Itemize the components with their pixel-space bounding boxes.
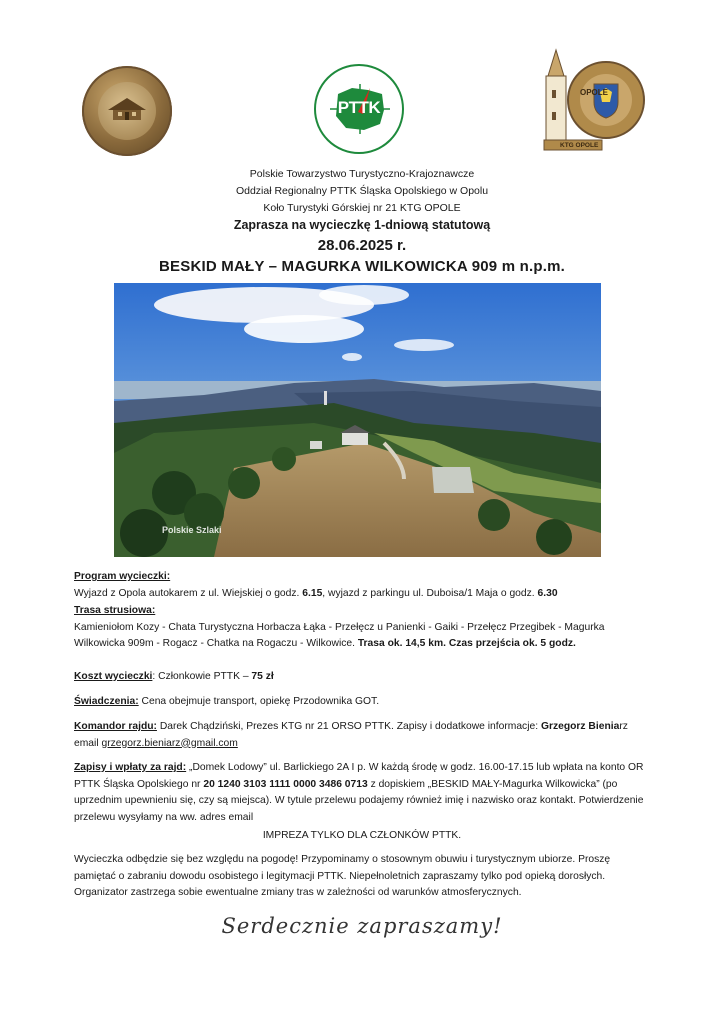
members-only-notice: IMPREZA TYLKO DLA CZŁONKÓW PTTK. xyxy=(262,830,462,841)
org-line-3: Koło Turystyki Górskiej nr 21 KTG OPOLE xyxy=(263,202,461,214)
left-club-badge xyxy=(82,66,172,156)
photo-watermark: Polskie Szlaki xyxy=(162,525,222,535)
program-section xyxy=(74,569,654,602)
contact-name: Grzegorz Bienia xyxy=(540,721,620,732)
program-text-b: , wyjazd z parkingu ul. Duboisa/1 Maja o godz. xyxy=(322,587,538,599)
program-text-a: Wyjazd z Opola autokarem z ul. Wiejskiej o godz. xyxy=(74,587,303,599)
leader-heading: Komandor rajdu: xyxy=(74,721,157,732)
contact-email-link[interactable]: grzegorz.bieniarz@gmail.com xyxy=(101,737,238,749)
program-heading: Program wycieczki: xyxy=(74,571,171,582)
closing-section xyxy=(74,852,654,902)
pttk-logo xyxy=(314,64,404,154)
route-text: Kamieniołom Kozy - Chata Turystyczna Horbacza Łąka - Przełęcz u Panienki - Gaiki - Przełęcz Przegibek - Magurka Wilkowicka 909m - Rogacz - Chatka na Rogaczu - Wilkowice. xyxy=(74,621,605,649)
departure-time-2: 6.30 xyxy=(537,587,558,599)
aerial-mountain-photo xyxy=(114,283,601,557)
org-line-2: Oddział Regionalny PTTK Śląska Opolskiego w Opolu xyxy=(235,185,489,197)
leader-section xyxy=(74,719,654,752)
signup-text-a: „Domek Lodowy” ul. Barlickiego 2A I p. W każdą środę w godz. 16.00-17.15 lub wpłata na konto OR PTTK Śląska Opolskiego nr xyxy=(74,762,644,790)
pttk-logo-text: PTTK xyxy=(337,98,381,117)
leader-text: Darek Chądziński, Prezes KTG nr 21 ORSO PTTK. Zapisy i dodatkowe informacje: xyxy=(156,721,541,732)
departure-time-1: 6.15 xyxy=(302,587,323,599)
route-summary: Trasa ok. 14,5 km. Czas przejścia ok. 5 godz. xyxy=(357,638,576,649)
cost-text: : Członkowie PTTK – xyxy=(152,671,252,682)
right-badge-city: OPOLE xyxy=(580,88,609,97)
route-section xyxy=(74,603,654,653)
event-date: 28.06.2025 r. xyxy=(317,237,407,254)
email-prefix: email xyxy=(74,737,102,749)
benefits-heading: Świadczenia: xyxy=(74,696,139,707)
signup-heading: Zapisy i wpłaty za rajd: xyxy=(74,762,187,773)
bank-account-number: 20 1240 3103 1111 0000 3486 0713 xyxy=(203,778,368,790)
right-badge-label: KTG OPOLE xyxy=(560,142,599,149)
benefits-text: Cena obejmuje transport, opiekę Przodownika GOT. xyxy=(138,696,380,707)
cost-section xyxy=(74,669,654,686)
contact-name-tail: rz xyxy=(619,721,628,732)
route-heading: Trasa strusiowa: xyxy=(74,605,156,616)
ktg-opole-badge xyxy=(536,46,648,154)
event-title: BESKID MAŁY – MAGURKA WILKOWICKA 909 m n.p.m. xyxy=(159,258,565,275)
signature-text: Serdecznie zapraszamy! xyxy=(221,914,503,938)
closing-text: Wycieczka odbędzie się bez względu na pogodę! Przypominamy o stosownym obuwiu i turystycznym ubiorze. Proszę pamiętać o zabraniu dowodu osobistego i legitymacji PTTK. Niepełnoletnich zapraszamy tylko pod opieką dorosłych. Organizator zastrzega sobie ewentualne zmiany tras w zależności od warunków atmosferycznych. xyxy=(74,854,611,898)
cost-amount: 75 zł xyxy=(251,671,274,682)
invitation-line: Zaprasza na wycieczkę 1-dniową statutową xyxy=(233,218,491,232)
cost-heading: Koszt wycieczki xyxy=(74,671,153,682)
signup-section xyxy=(74,760,654,826)
benefits-section xyxy=(74,694,654,711)
landscape-illustration xyxy=(114,283,601,557)
signup-text-b: z dopiskiem „BESKID MAŁY-Magurka Wilkowicka” (po uprzednim upewnieniu się, czy są miejsca). W tytule przelewu podajemy również imię i nazwisko oraz kontakt. Potwierdzenie przelewu wysyłamy na ww. adres email xyxy=(74,778,644,823)
mountain-hut-icon xyxy=(106,96,148,122)
org-line-1: Polskie Towarzystwo Turystyczno-Krajoznawcze xyxy=(249,168,475,180)
